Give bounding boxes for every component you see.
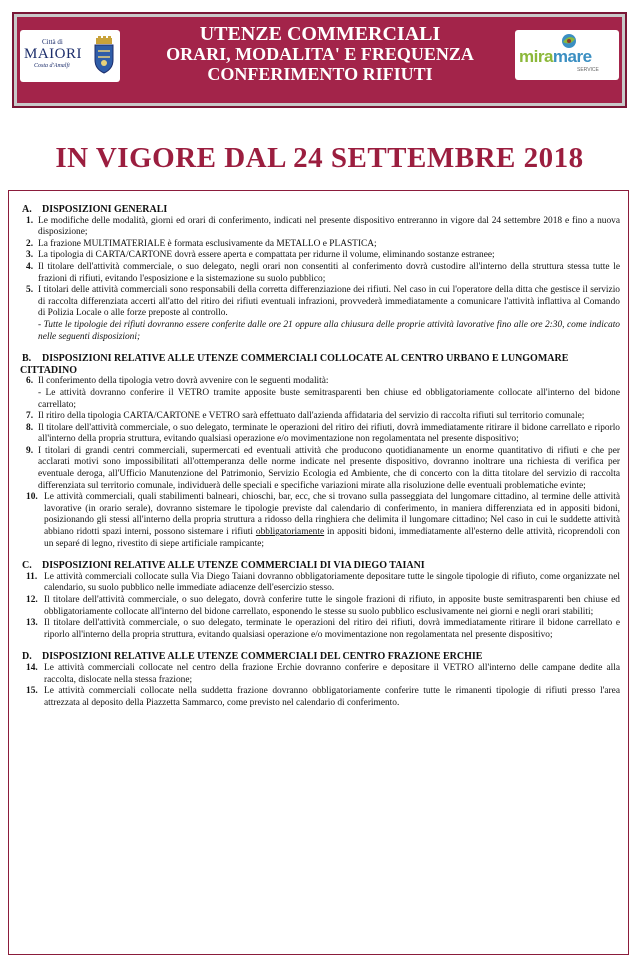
coat-of-arms-icon <box>92 36 116 76</box>
list-item: 5. I titolari delle attività commerciali sono responsabili della corretta differenziazione dei rifiuti. Nel caso in cui l'operatore della ditta che gestisce il servizio di raccolta differenziata accerti all'atto del ritiro dei rifiuti eventuali infrazioni, provvederà immediatamente a comunicare l'attività inflattiva al Comando di Polizia Locale o alle forze preposte al controllo. <box>26 285 620 319</box>
section-a <box>20 204 620 343</box>
list-item: 3. La tipologia di CARTA/CARTONE dovrà essere aperta e compattata per ridurne il volume, eliminando sostanze estranee; <box>26 250 495 261</box>
logo-city-subtitle: Costa d'Amalfi <box>34 63 70 69</box>
section-title: A. DISPOSIZIONI GENERALI <box>22 204 168 215</box>
section-b <box>20 353 620 550</box>
section-title: B. DISPOSIZIONI RELATIVE ALLE UTENZE COMMERCIALI COLLOCATE AL CENTRO URBANO E LUNGOMARE CITTADINO <box>20 353 569 376</box>
banner-title-line: UTENZE COMMERCIALI <box>199 23 441 45</box>
section-title: C. DISPOSIZIONI RELATIVE ALLE UTENZE COMMERCIALI DI VIA DIEGO TAIANI <box>22 560 425 572</box>
list-item-sub: - Le attività dovranno conferire il VETRO tramite apposite buste semitrasparenti ben chiuse ed obbligatoriamente collocate all'interno del bidone carrellato; <box>38 387 620 410</box>
list-item: 12. Il titolare dell'attività commerciale, o suo delegato, dovrà conferire tutte le singole frazioni di rifiuto, in apposite buste semitrasparenti ben chiuse ed obbligatoriamente collocate all'interno del bidone carrellato, esponendo le stesse su suolo pubblico esclusivamente nei giorni e negli orari stabiliti; <box>26 595 620 617</box>
section-title: D. DISPOSIZIONI RELATIVE ALLE UTENZE COMMERCIALI DEL CENTRO FRAZIONE ERCHIE <box>22 651 483 663</box>
logo-brand-sub: SERVICE <box>577 67 599 73</box>
maiori-logo <box>20 30 120 82</box>
list-item: 11. Le attività commerciali collocate sulla Via Diego Taiani dovranno obbligatoriamente depositare tutte le singole tipologie di rifiuto, come organizzate nel calendario, su suolo pubblico nelle immediate adiacenze dell'esercizio stesso. <box>26 571 620 594</box>
list-item: 14. Le attività commerciali collocate nel centro della frazione Erchie dovranno conferire e depositare il VETRO all'interno delle campane dedite alla raccolta, dislocate nella stessa frazione; <box>26 662 620 685</box>
logo-brand: miramare <box>519 47 592 66</box>
underlined-word: obbligatoriamente <box>255 527 325 538</box>
list-item: 15. Le attività commerciali collocate nella suddetta frazione dovranno obbligatoriamente conferire tutte le rimanenti tipologie di rifiuti presso l'area attrezzata al deposito della Piazzetta Sammarco, come previsto nel calendario di conferimento. <box>26 686 620 708</box>
section-c <box>20 560 620 641</box>
banner-title-line: CONFERIMENTO RIFIUTI <box>207 64 433 84</box>
page-headline: IN VIGORE DAL 24 SETTEMBRE 2018 <box>55 142 584 174</box>
list-item: 8. Il titolare dell'attività commerciale, o suo delegato, terminate le operazioni del ritiro dei rifiuti, dovrà immediatamente ritirare il bidone carrellato e riporlo all'interno della propria struttura, evitando qualsiasi operazione e/o movimentazione non regolamentata nel presente dispositivo; <box>26 422 620 445</box>
list-item: 13. Il titolare dell'attività commerciale, o suo delegato, terminate le operazioni del ritiro dei rifiuti, dovrà immediatamente ritirare il bidone carrellato e riporlo all'interno della propria struttura, evitando qualsiasi operazione e/o movimentazione non regolamentata nel presente dispositivo; <box>26 618 620 640</box>
section-d <box>20 651 620 709</box>
list-item: 7. Il ritiro della tipologia CARTA/CARTONE e VETRO sarà effettuato dall'azienda affidataria del servizio di raccolta rifiuti sul territorio comunale; <box>26 411 585 422</box>
list-item: 9. I titolari di grandi centri commerciali, supermercati ed eventuali attività che producono quotidianamente un enorme quantitativo di rifiuti e che per acclarati motivi sono impossibilitati all'ottemperanza delle norme indicate nel presente dispositivo, dovranno inoltrare una richiesta di verifica per eventuale deroga, all'Ufficio Manutenzione del Patrimonio, Servizio Ecologia ed Ambiente, che di concerto con la ditta titolare del servizio di raccolta differenziata sul territorio comunale, individuerà delle speciali e specifiche variazioni mirate alla risoluzione delle eventuali problematiche evinte; <box>26 445 620 491</box>
miramare-logo <box>515 30 619 80</box>
section-note: - Tutte le tipologie dei rifiuti dovranno essere conferite dalle ore 21 oppure alla chiusura delle proprie attività lavorative fino alle ore 2:30, come indicato nelle seguenti disposizioni; <box>38 319 620 342</box>
document-body <box>20 204 620 719</box>
list-item: 2. La frazione MULTIMATERIALE è formata esclusivamente da METALLO e PLASTICA; <box>26 238 377 249</box>
list-item: 10. Le attività commerciali, quali stabilimenti balneari, chioschi, bar, ecc, che si trovano sulla passeggiata del lungomare cittadino, al termine delle attività lavorative (in orario serale), dovranno sistemare le tipologie previste dal calendario di conferimento, in maniera differenziata ed in appositi bidoni, posizionando gli stessi all'interno della propria struttura a ridosso della ringhiera che delimita il lungomare cittadino; Nel caso in cui le suddette attività abbiano ridotti spazi interni, possono sistemare i rifiuti obbligatoriamente in appositi bidoni, immediatamente all'esterno delle attività, ricoprendoli con un separé di legno, rivestito di siepe artificiale rampicante; <box>26 492 620 549</box>
list-item: 4. Il titolare dell'attività commerciale, o suo delegato, negli orari non consentiti al conferimento dovrà custodire all'interno della struttura stessa tutte le frazioni di rifiuti, evitando l'esposizione e la sistemazione su suolo pubblico; <box>26 261 620 284</box>
list-item: 6. Il conferimento della tipologia vetro dovrà avvenire con le seguenti modalità: <box>26 376 329 387</box>
logo-city-label: Città di <box>42 38 63 46</box>
logo-city-name: MAIORI <box>24 46 82 62</box>
list-item: 1. Le modifiche delle modalità, giorni ed orari di conferimento, indicati nel presente dispositivo entreranno in vigore dal 24 settembre 2018 e fino a nuova disposizione; <box>26 215 620 238</box>
banner-title <box>130 24 510 84</box>
banner-title-line: ORARI, MODALITA' E FREQUENZA <box>166 44 474 64</box>
